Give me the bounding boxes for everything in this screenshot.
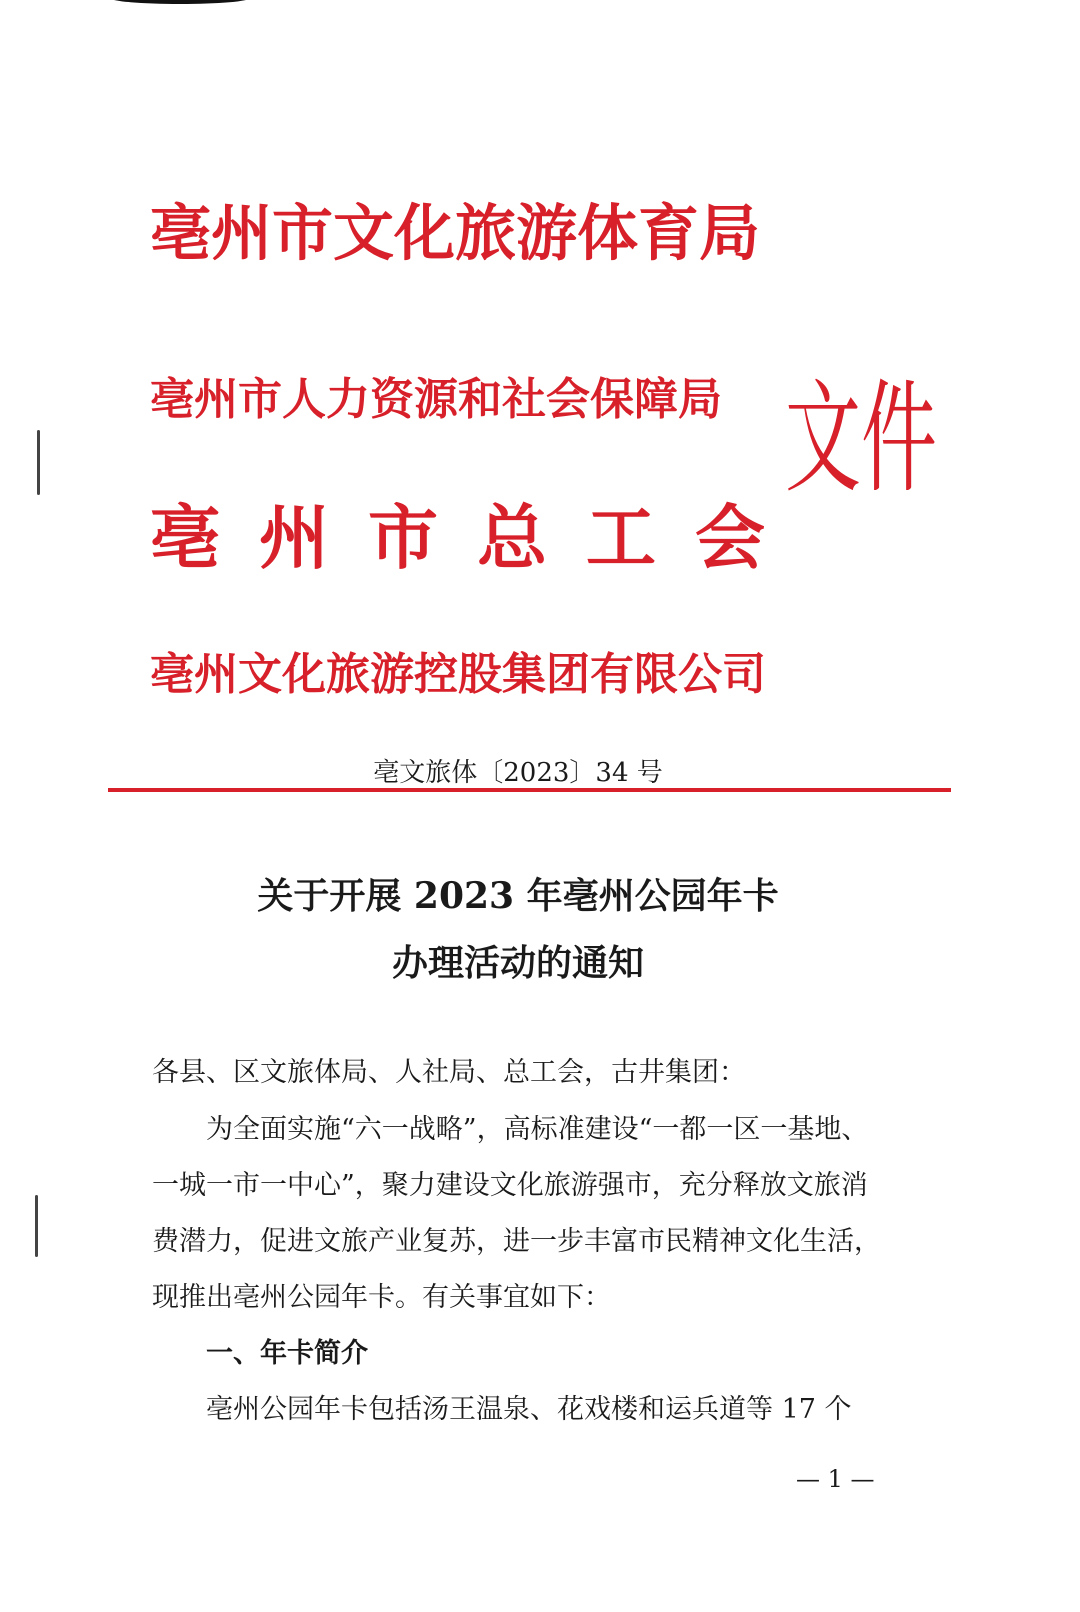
char: 工 xyxy=(586,496,656,579)
notice-title-line2: 办理活动的通知 xyxy=(391,942,644,984)
body-line: 费潜力，促进文旅产业复苏，进一步丰富市民精神文化生活， xyxy=(152,1226,881,1257)
section-heading: 一、年卡简介 xyxy=(206,1338,368,1369)
red-divider xyxy=(108,788,951,792)
char: 总 xyxy=(477,496,547,579)
binding-mark xyxy=(37,430,40,495)
scan-shadow xyxy=(110,0,250,4)
char: 会 xyxy=(695,496,765,579)
page-number: — 1 — xyxy=(796,1465,875,1493)
issuer-hr-social-security-bureau: 亳州市人力资源和社会保障局 xyxy=(150,374,722,425)
body-line: 亳州公园年卡包括汤王温泉、花戏楼和运兵道等 17 个 xyxy=(206,1394,852,1425)
body-line: 现推出亳州公园年卡。有关事宜如下： xyxy=(152,1282,611,1313)
char: 州 xyxy=(259,496,329,579)
body-line: 一城一市一中心”，聚力建设文化旅游强市，充分释放文旅消 xyxy=(152,1170,868,1201)
notice-title-line1: 关于开展 2023 年亳州公园年卡 xyxy=(257,875,779,917)
char: 亳 xyxy=(150,496,220,579)
body-line: 为全面实施“六一战略”，高标准建设“一都一区一基地、 xyxy=(206,1114,869,1145)
char: 市 xyxy=(368,496,438,579)
document-suffix: 文件 xyxy=(785,366,937,510)
binding-mark xyxy=(35,1195,38,1257)
issuer-holding-group: 亳州文化旅游控股集团有限公司 xyxy=(150,649,766,700)
document-number: 亳文旅体〔2023〕34 号 xyxy=(373,758,663,788)
issuer-federation-of-trade-unions xyxy=(150,496,765,579)
salutation: 各县、区文旅体局、人社局、总工会，古井集团： xyxy=(152,1057,746,1088)
issuer-culture-tourism-sports-bureau: 亳州市文化旅游体育局 xyxy=(150,198,761,269)
